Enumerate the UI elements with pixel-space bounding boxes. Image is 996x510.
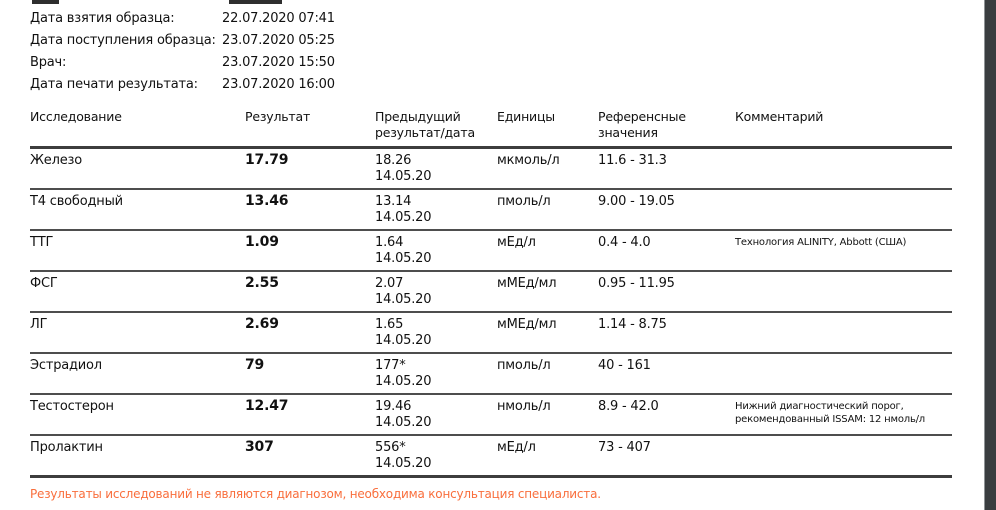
previous-value: 1.65 xyxy=(375,317,404,332)
test-result: 79 xyxy=(245,353,375,394)
reference-range: 11.6 - 31.3 xyxy=(598,148,735,190)
test-units: нмоль/л xyxy=(497,394,598,435)
previous-value: 19.46 xyxy=(375,399,412,414)
report-meta xyxy=(30,8,952,96)
test-units: пмоль/л xyxy=(497,353,598,394)
previous-result xyxy=(375,435,497,477)
previous-result xyxy=(375,230,497,271)
previous-value: 177* xyxy=(375,358,406,373)
reference-range: 1.14 - 8.75 xyxy=(598,312,735,353)
test-comment xyxy=(735,312,952,353)
test-name: Железо xyxy=(30,148,245,190)
test-units: мЕд/л xyxy=(497,230,598,271)
previous-result xyxy=(375,189,497,230)
test-name: ФСГ xyxy=(30,271,245,312)
meta-label: Дата взятия образца: xyxy=(30,11,175,26)
column-header-comment: Комментарий xyxy=(735,109,952,148)
meta-value: 23.07.2020 16:00 xyxy=(222,77,335,92)
test-name: Т4 свободный xyxy=(30,189,245,230)
previous-result xyxy=(375,271,497,312)
test-units: мМЕд/мл xyxy=(497,312,598,353)
reference-range: 40 - 161 xyxy=(598,353,735,394)
test-result: 17.79 xyxy=(245,148,375,190)
test-name: Тестостерон xyxy=(30,394,245,435)
test-comment xyxy=(735,189,952,230)
previous-date: 14.05.20 xyxy=(375,168,432,184)
test-comment: Нижний диагностический порог, рекомендованный ISSAM: 12 нмоль/л xyxy=(735,394,952,435)
meta-value: 23.07.2020 05:25 xyxy=(222,33,335,48)
test-name: Пролактин xyxy=(30,435,245,477)
test-comment: Технология ALINITY, Abbott (США) xyxy=(735,230,952,271)
meta-row-doctor xyxy=(30,52,952,74)
table-row xyxy=(30,230,952,271)
test-name: ТТГ xyxy=(30,230,245,271)
viewer-edge-bar xyxy=(984,0,996,510)
results-table xyxy=(30,109,952,478)
column-header-result: Результат xyxy=(245,109,375,148)
table-row xyxy=(30,394,952,435)
previous-date: 14.05.20 xyxy=(375,414,432,430)
test-name: Эстрадиол xyxy=(30,353,245,394)
table-row xyxy=(30,148,952,190)
disclaimer-text: Результаты исследований не являются диагнозом, необходима консультация специалиста. xyxy=(30,487,601,501)
table-row xyxy=(30,271,952,312)
previous-result xyxy=(375,394,497,435)
meta-row-sample-received xyxy=(30,30,952,52)
table-row xyxy=(30,189,952,230)
meta-label: Дата печати результата: xyxy=(30,77,198,92)
test-comment xyxy=(735,271,952,312)
previous-date: 14.05.20 xyxy=(375,209,432,225)
previous-date: 14.05.20 xyxy=(375,291,432,307)
previous-date: 14.05.20 xyxy=(375,373,432,389)
previous-value: 18.26 xyxy=(375,153,412,168)
test-comment xyxy=(735,148,952,190)
table-header-row xyxy=(30,109,952,148)
previous-value: 2.07 xyxy=(375,276,404,291)
test-units: мЕд/л xyxy=(497,435,598,477)
reference-range: 0.4 - 4.0 xyxy=(598,230,735,271)
previous-value: 13.14 xyxy=(375,194,412,209)
column-header-reference: Референсные значения xyxy=(598,109,735,148)
meta-label: Дата поступления образца: xyxy=(30,33,216,48)
previous-result xyxy=(375,148,497,190)
clipped-text-fragment xyxy=(32,0,59,4)
column-header-units: Единицы xyxy=(497,109,598,148)
report-content xyxy=(30,6,952,502)
test-units: мкмоль/л xyxy=(497,148,598,190)
table-row xyxy=(30,435,952,477)
test-comment xyxy=(735,353,952,394)
table-row xyxy=(30,312,952,353)
table-row xyxy=(30,353,952,394)
previous-date: 14.05.20 xyxy=(375,250,432,266)
previous-value: 556* xyxy=(375,440,406,455)
reference-range: 73 - 407 xyxy=(598,435,735,477)
previous-result xyxy=(375,353,497,394)
reference-range: 9.00 - 19.05 xyxy=(598,189,735,230)
test-units: пмоль/л xyxy=(497,189,598,230)
reference-range: 8.9 - 42.0 xyxy=(598,394,735,435)
meta-row-print-date xyxy=(30,74,952,96)
test-result: 12.47 xyxy=(245,394,375,435)
reference-range: 0.95 - 11.95 xyxy=(598,271,735,312)
test-result: 307 xyxy=(245,435,375,477)
test-comment xyxy=(735,435,952,477)
test-units: мМЕд/мл xyxy=(497,271,598,312)
test-result: 2.69 xyxy=(245,312,375,353)
test-result: 2.55 xyxy=(245,271,375,312)
meta-value: 23.07.2020 15:50 xyxy=(222,55,335,70)
clipped-text-fragment xyxy=(229,0,282,4)
previous-value: 1.64 xyxy=(375,235,404,250)
column-header-previous: Предыдущий результат/дата xyxy=(375,109,497,148)
meta-row-sample-taken xyxy=(30,8,952,30)
previous-date: 14.05.20 xyxy=(375,455,432,471)
test-name: ЛГ xyxy=(30,312,245,353)
previous-result xyxy=(375,312,497,353)
meta-label: Врач: xyxy=(30,55,67,70)
meta-value: 22.07.2020 07:41 xyxy=(222,11,335,26)
previous-date: 14.05.20 xyxy=(375,332,432,348)
test-result: 13.46 xyxy=(245,189,375,230)
test-result: 1.09 xyxy=(245,230,375,271)
column-header-test: Исследование xyxy=(30,109,245,148)
